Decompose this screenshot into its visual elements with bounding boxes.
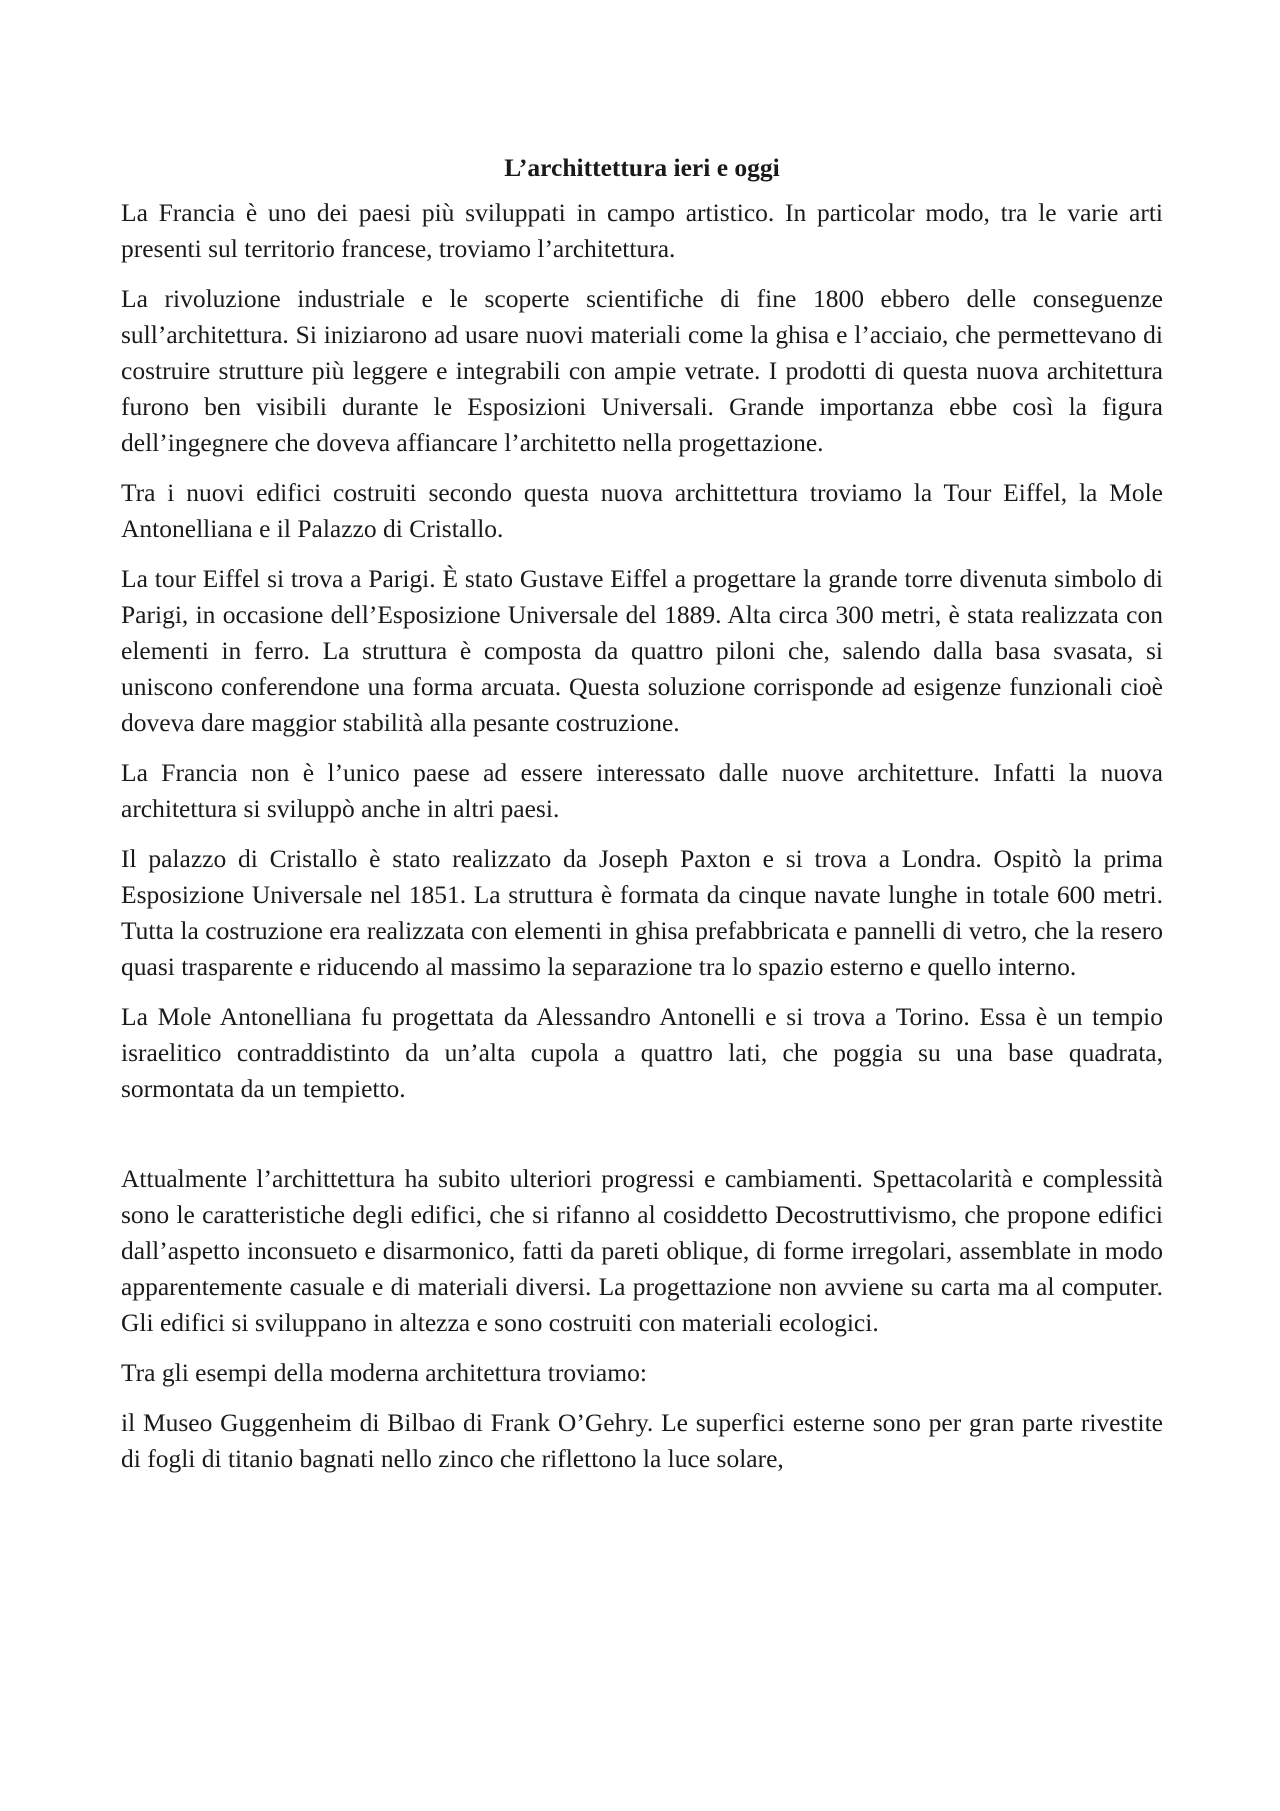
paragraph-other-countries: La Francia non è l’unico paese ad essere interessato dalle nuove architetture. Infatti la nuova architettura si sviluppò anche in altri paesi. xyxy=(121,758,1163,823)
paragraph-modern-examples: Tra gli esempi della moderna architettura troviamo: xyxy=(121,1358,647,1387)
paragraph-mole-antonelliana: La Mole Antonelliana fu progettata da Alessandro Antonelli e si trova a Torino. Essa è un tempio israelitico contraddistinto da un’alta cupola a quattro lati, che poggia su una base quadrata, sormontata da un tempietto. xyxy=(121,1002,1163,1103)
paragraph-guggenheim: il Museo Guggenheim di Bilbao di Frank O’Gehry. Le superfici esterne sono per gran parte rivestite di fogli di titanio bagnati nello zinco che riflettono la luce solare, xyxy=(121,1408,1163,1473)
paragraph-palazzo-cristallo: Il palazzo di Cristallo è stato realizzato da Joseph Paxton e si trova a Londra. Ospitò la prima Esposizione Universale nel 1851. La struttura è formata da cinque navate lunghe in totale 600 metri. Tutta la costruzione era realizzata con elementi in ghisa prefabbricata e pannelli di vetro, che la resero quasi trasparente e riducendo al massimo la separazione tra lo spazio esterno e quello interno. xyxy=(121,844,1163,981)
paragraph-new-buildings: Tra i nuovi edifici costruiti secondo questa nuova archittettura troviamo la Tour Eiffel, la Mole Antonelliana e il Palazzo di Cristallo. xyxy=(121,478,1163,543)
paragraph-spacer xyxy=(121,1121,1163,1161)
paragraph-intro: La Francia è uno dei paesi più sviluppati in campo artistico. In particolar modo, tra le varie arti presenti sul territorio francese, troviamo l’architettura. xyxy=(121,198,1163,263)
paragraph-industrial-revolution: La rivoluzione industriale e le scoperte scientifiche di fine 1800 ebbero delle conseguenze sull’architettura. Si iniziarono ad usare nuovi materiali come la ghisa e l’acciaio, che permettevano di costruire strutture più leggere e integrabili con ampie vetrate. I prodotti di questa nuova architettura furono ben visibili durante le Esposizioni Universali. Grande importanza ebbe così la figura dell’ingegnere che doveva affiancare l’architetto nella progettazione. xyxy=(121,284,1163,457)
document-body xyxy=(121,150,1163,1491)
paragraph-tour-eiffel: La tour Eiffel si trova a Parigi. È stato Gustave Eiffel a progettare la grande torre divenuta simbolo di Parigi, in occasione dell’Esposizione Universale del 1889. Alta circa 300 metri, è stata realizzata con elementi in ferro. La struttura è composta da quattro piloni che, salendo dalla basa svasata, si uniscono conferendone una forma arcuata. Questa soluzione corrisponde ad esigenze funzionali cioè doveva dare maggior stabilità alla pesante costruzione. xyxy=(121,564,1163,737)
page-title: L’archittettura ieri e oggi xyxy=(504,153,780,182)
paragraph-modern-architecture: Attualmente l’archittettura ha subito ulteriori progressi e cambiamenti. Spettacolarità e complessità sono le caratteristiche degli edifici, che si rifanno al cosiddetto Decostruttivismo, che propone edifici dall’aspetto inconsueto e disarmonico, fatti da pareti oblique, di forme irregolari, assemblate in modo apparentemente casuale e di materiali diversi. La progettazione non avviene su carta ma al computer. Gli edifici si sviluppano in altezza e sono costruiti con materiali ecologici. xyxy=(121,1164,1163,1337)
